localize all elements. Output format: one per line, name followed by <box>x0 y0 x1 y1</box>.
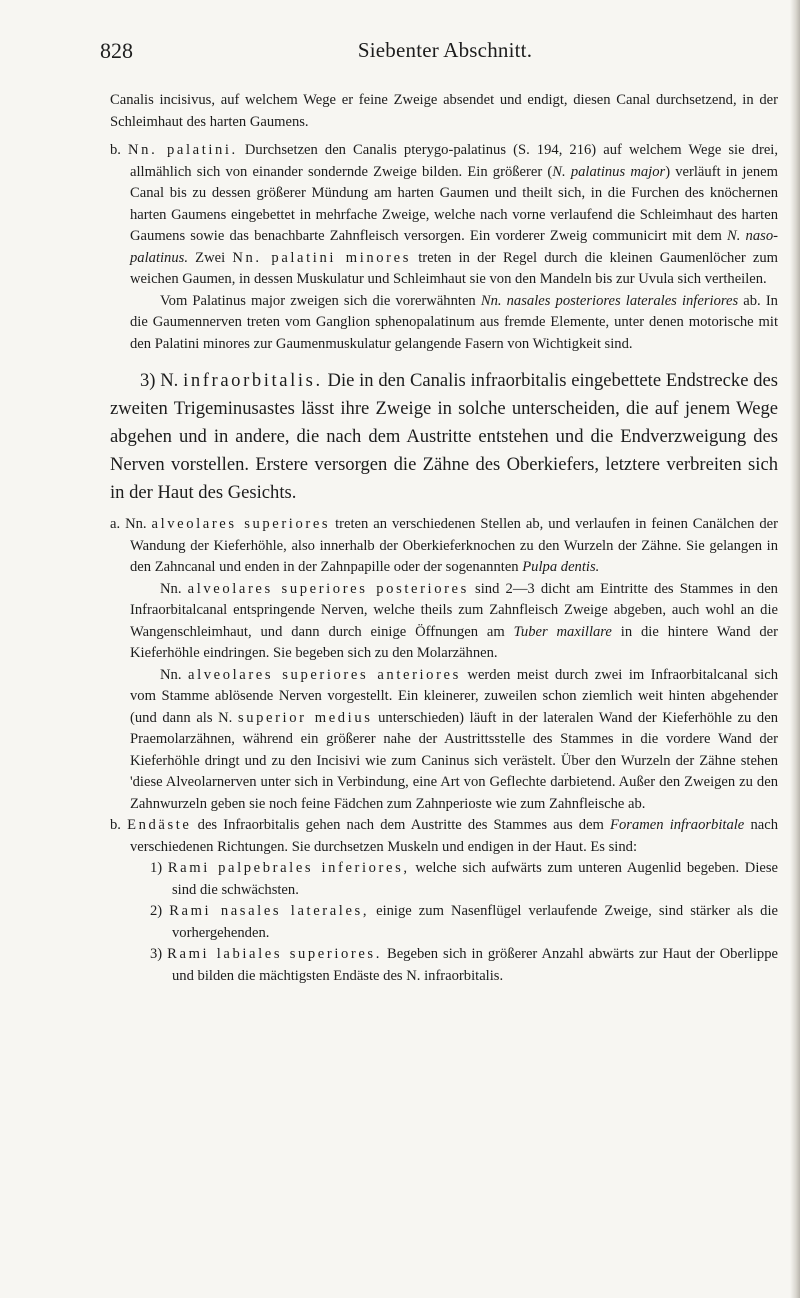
paragraph-alveolares-anteriores: Nn. alveolares superiores anteriores werden meist durch zwei im Infraorbitalcanal sich vom Stamme ablösende Nerven vorgestellt. Ein kleinerer, zuweilen schon ziemlich weit hinten abgehender (und dann als N. superior medius unterschieden) läuft in der lateralen Wand der Kieferhöhle zu den Praemolarzähnen, während ein größerer nahe der Austrittsstelle des Stammes in die vordere Wand der Kieferhöhle dringt und zu den Incisivi wie zum Caninus sich verästelt. Über den Wurzeln der Zähne stehen 'diese Alveolarnerven unter sich in Verbindung, eine Art von Geflechte darbietend. Außer den Zweigen zu den Zahnwurzeln geben sie noch feine Fädchen zum Zahnperioste wie zum Zahnfleische ab. <box>130 666 778 812</box>
term-alveolares-anteriores: alveolares superiores anteriores <box>188 666 461 683</box>
term-infraorbitalis: infraorbitalis. <box>183 370 323 391</box>
page-number: 828 <box>100 38 133 63</box>
paragraph-alveolares-posteriores: Nn. alveolares superiores posteriores sind 2—3 dicht am Eintritte des Stammes in den Infraorbitalcanal entspringende Nerven, welche theils zum Zahnfleisch Zweige abgeben, auch wohl an die Wangenschleimhaut, und dann durch einige Öffnungen am Tuber maxillare in die hintere Wand der Kieferhöhle eindringen. Sie begeben sich zu den Molarzähnen. <box>130 580 778 661</box>
term-alveolares-superiores: alveolares superiores <box>151 516 331 532</box>
page-edge-shadow <box>790 0 800 1298</box>
list-item: 1) Rami palpebrales inferiores, welche sich aufwärts zum unteren Augenlid begeben. Diese sind die schwächsten. <box>150 860 779 898</box>
list-item: 2) Rami nasales laterales, einige zum Nasenflügel verlaufende Zweige, sind stärker als die vorhergehenden. <box>150 903 778 941</box>
term-nn-palatini: Nn. palatini. <box>128 142 238 158</box>
section-alveolares-superiores: a. Nn. alveolares superiores treten an verschiedenen Stellen ab, und verlaufen in feinen Canälchen der Wandung der Kieferhöhle, also innerhalb der Oberkieferknochen zu den Wurzeln der Zähne. Sie gelangen in den Zahncanal und enden in der Zahnpapille oder der sogenannten Pulpa dentis. <box>110 516 778 575</box>
list-item: 3) Rami labiales superiores. Begeben sich in größerer Anzahl abwärts zur Haut der Oberlippe und bilden die mächtigsten Endäste des N. infraorbitalis. <box>150 946 778 984</box>
term-alveolares-posteriores: alveolares superiores posteriores <box>187 580 469 597</box>
term-palatini-minores: Nn. palatini minores <box>232 249 412 266</box>
term-endaeste: Endäste <box>127 817 192 833</box>
running-head: Siebenter Abschnitt. <box>357 38 533 62</box>
page-body <box>110 90 778 987</box>
section-endaeste: b. Endäste des Infraorbitalis gehen nach dem Austritte des Stammes aus dem Foramen infraorbitale nach verschiedenen Richtungen. Sie durchsetzen Muskeln und endigen in der Haut. Es sind: <box>110 817 778 855</box>
term-superior-medius: superior medius <box>237 709 373 726</box>
page-header <box>100 38 790 68</box>
section-nn-palatini: b. Nn. palatini. Durchsetzen den Canalis pterygo-palatinus (S. 194, 216) auf welchem Wege sie drei, allmählich sich von einander sondernde Zweige bilden. Ein größerer (N. palatinus major) verläuft in jenem Canal bis zu dessen größerer Mündung am harten Gaumen und theilt sich, in die Furchen des knöchernen harten Gaumens eingebettet in mehrfache Zweige, welche nach vorne verlaufend die Schleimhaut des harten Gaumens sowie das benachbarte Zahnfleisch versorgen. Ein vorderer Zweig communicirt mit dem N. naso-palatinus. Zwei Nn. palatini minores treten in der Regel durch die kleinen Gaumenlöcher zum weichen Gaumen, in dessen Muskulatur und Schleimhaut sie von den Mandeln bis zur Uvula sich vertheilen. <box>110 142 778 287</box>
section-n-infraorbitalis: 3) N. infraorbitalis. Die in den Canalis infraorbitalis eingebettete Endstrecke des zweiten Trigeminusastes lässt ihre Zweige in solche unterscheiden, die auf jenem Wege abgehen und in andere, die nach dem Austritte entstehen und die Endverzweigung des Nerven vorstellen. Erstere versorgen die Zähne des Oberkiefers, letztere verbreiten sich in der Haut des Gesichts. <box>110 370 778 503</box>
paragraph-palatinus-major: Vom Palatinus major zweigen sich die vorerwähnten Nn. nasales posteriores laterales inferiores ab. In die Gaumennerven treten vom Ganglion sphenopalatinum aus fremde Elemente, unter denen motorische mit den Palatini minores zur Gaumenmuskulatur gelangende Fasern von Wichtigkeit sind. <box>130 292 778 352</box>
paragraph-canalis-incisivus: Canalis incisivus, auf welchem Wege er feine Zweige absendet und endigt, diesen Canal durchsetzend, in der Schleimhaut des harten Gaumens. <box>110 92 778 130</box>
